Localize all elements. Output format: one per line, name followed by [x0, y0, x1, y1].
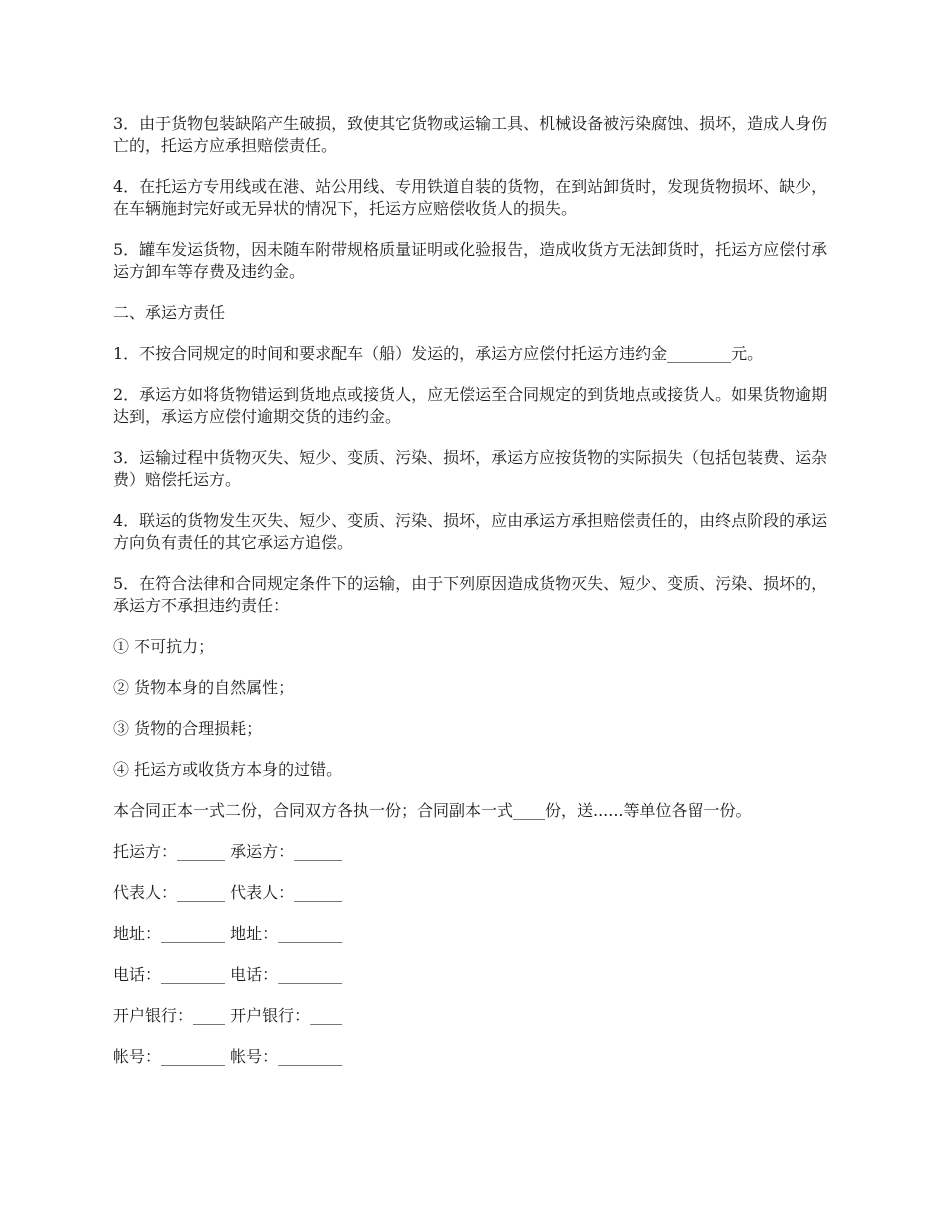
clause-carrier-5-exemptions: 5．在符合法律和合同规定条件下的运输，由于下列原因造成货物灭失、短少、变质、污染、损坏的，承运方不承担违约责任： — [113, 574, 828, 615]
signature-line-bank: 开户银行：____ 开户银行：____ — [113, 1006, 343, 1025]
clause-carrier-1-vehicle-allocation: 1．不按合同规定的时间和要求配车（船）发运的，承运方应偿付托运方违约金________元。 — [113, 344, 764, 363]
clause-shipper-3-packaging-defect: 3．由于货物包装缺陷产生破损，致使其它货物或运输工具、机械设备被污染腐蚀、损坏，造成人身伤亡的，托运方应承担赔偿责任。 — [113, 114, 828, 155]
exemption-item-4: ④ 托运方或收货方本身的过错。 — [113, 760, 343, 779]
exemption-item-2: ② 货物本身的自然属性； — [113, 678, 295, 697]
clause-shipper-4-self-loaded-goods: 4．在托运方专用线或在港、站公用线、专用铁道自装的货物，在到站卸货时，发现货物损坏、缺少，在车辆施封完好或无异状的情况下，托运方应赔偿收货人的损失。 — [113, 177, 828, 218]
document-page — [113, 113, 843, 1087]
exemption-item-1: ① 不可抗力； — [113, 637, 215, 656]
signature-line-address: 地址：________ 地址：________ — [113, 924, 343, 943]
clause-carrier-4-intermodal: 4．联运的货物发生灭失、短少、变质、污染、损坏，应由承运方承担赔偿责任的，由终点阶段的承运方向负有责任的其它承运方追偿。 — [113, 511, 828, 552]
signature-line-phone: 电话：________ 电话：________ — [113, 965, 343, 984]
clause-carrier-2-misdelivery: 2．承运方如将货物错运到货地点或接货人，应无偿运至合同规定的到货地点或接货人。如果货物逾期达到，承运方应偿付逾期交货的违约金。 — [113, 385, 828, 426]
section-heading-carrier-responsibility: 二、承运方责任 — [113, 303, 226, 322]
clause-shipper-5-tank-car: 5．罐车发运货物，因未随车附带规格质量证明或化验报告，造成收货方无法卸货时，托运方应偿付承运方卸车等存费及违约金。 — [113, 240, 828, 281]
copies-clause: 本合同正本一式二份，合同双方各执一份；合同副本一式____份，送......等单位各留一份。 — [113, 801, 752, 820]
signature-line-account: 帐号：________ 帐号：________ — [113, 1047, 343, 1066]
exemption-item-3: ③ 货物的合理损耗； — [113, 719, 263, 738]
signature-line-representative: 代表人：______ 代表人：______ — [113, 883, 343, 902]
signature-line-parties: 托运方：______ 承运方：______ — [113, 842, 343, 861]
clause-carrier-3-transport-loss: 3．运输过程中货物灭失、短少、变质、污染、损坏，承运方应按货物的实际损失（包括包装费、运杂费）赔偿托运方。 — [113, 448, 828, 489]
